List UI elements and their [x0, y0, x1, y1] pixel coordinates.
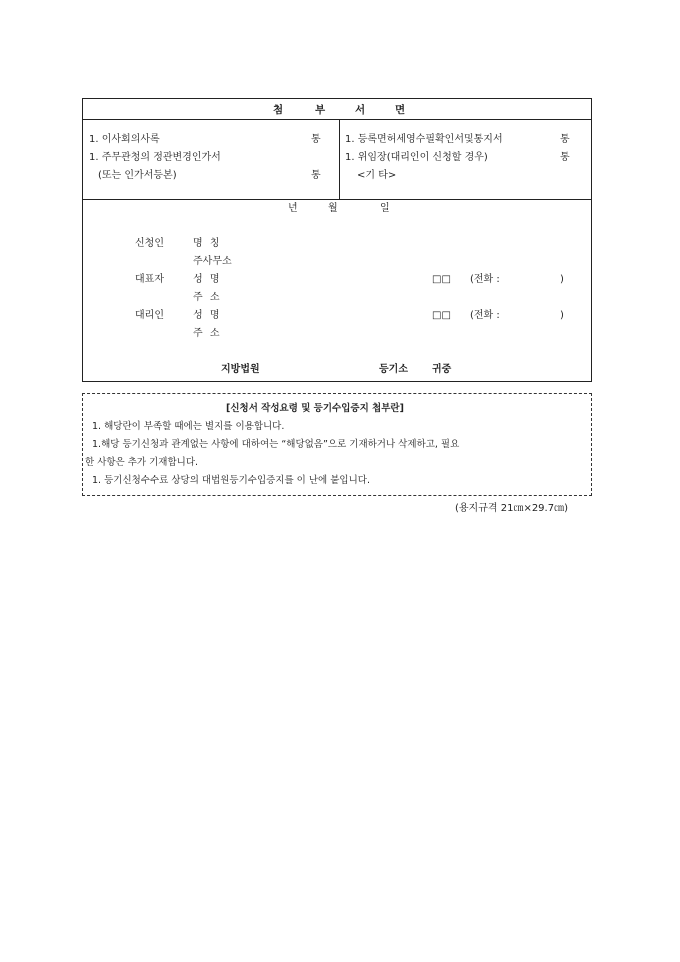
attachment-item-unit: 통	[560, 152, 570, 163]
instruction-line: 1. 등기신청수수료 상당의 대법원등기수입증지를 이 난에 붙입니다.	[92, 475, 370, 486]
attachment-item-unit: 통	[311, 170, 321, 181]
attachment-item-unit: 통	[560, 134, 570, 145]
title-char: 부	[315, 104, 326, 116]
rep-phone-label: (전화 :	[470, 274, 500, 285]
addressee-label: 귀중	[432, 364, 452, 375]
application-form	[82, 98, 592, 382]
date-month: 월	[328, 203, 338, 214]
rep-name-label: 성 명	[193, 274, 222, 285]
date-year: 년	[288, 203, 298, 214]
agent-name-label: 성 명	[193, 310, 222, 321]
agent-address-label: 주 소	[193, 328, 222, 339]
divider	[339, 119, 340, 199]
rep-seal: □□	[432, 274, 451, 285]
instruction-line: 1.해당 등기신청과 관계없는 사항에 대하여는 “해당없음”으로 기재하거나 삭제하고, 필요	[92, 439, 460, 450]
agent-phone-close: )	[560, 310, 564, 321]
title-char: 면	[395, 104, 406, 116]
title-char: 서	[355, 104, 366, 116]
instructions-box	[82, 393, 592, 496]
instruction-line: 1. 해당란이 부족할 때에는 별지를 이용합니다.	[92, 421, 285, 432]
attachment-item-label: <기 타>	[357, 170, 397, 181]
applicant-label: 신청인	[135, 238, 164, 249]
representative-label: 대표자	[135, 274, 164, 285]
paper-size-note: (용지규격 21㎝×29.7㎝)	[455, 503, 568, 514]
attachment-header	[83, 99, 591, 120]
attachment-item-label: 1. 위임장(대리인이 신청할 경우)	[345, 152, 488, 163]
office-label: 주사무소	[193, 256, 232, 267]
attachment-item-label: 1. 이사회의사록	[89, 134, 160, 145]
date-day: 일	[380, 203, 390, 214]
rep-phone-close: )	[560, 274, 564, 285]
instructions-title: [신청서 작성요령 및 등기수입증지 첩부란]	[226, 403, 404, 414]
agent-label: 대리인	[135, 310, 164, 321]
attachment-item-label: 1. 등록면허세영수필확인서및통지서	[345, 134, 503, 145]
rep-address-label: 주 소	[193, 292, 222, 303]
court-label: 지방법원	[221, 364, 260, 375]
agent-phone-label: (전화 :	[470, 310, 500, 321]
attachment-item-label: (또는 인가서등본)	[98, 170, 177, 181]
attachment-list	[83, 119, 591, 200]
title-char: 첨	[273, 104, 284, 116]
instruction-line: 한 사항은 추가 기재합니다.	[85, 457, 199, 468]
agent-seal: □□	[432, 310, 451, 321]
attachment-item-unit: 통	[311, 134, 321, 145]
name-label: 명 칭	[193, 238, 222, 249]
attachment-item-label: 1. 주무관청의 정관변경인가서	[89, 152, 221, 163]
registry-label: 등기소	[379, 364, 408, 375]
